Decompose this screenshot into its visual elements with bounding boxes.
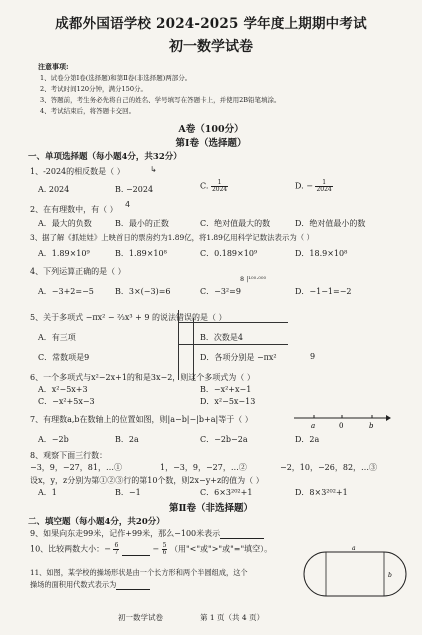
number-line-figure: [292, 406, 392, 430]
q1-option-d: D. − $\frac{1}{2024}$: [295, 179, 332, 193]
question-2-stem: 2、在有理数中，有（ ）: [30, 205, 118, 214]
q8-option-c: C．6×3²⁰²+1: [200, 488, 253, 497]
q2-option-d: D．绝对值最小的数: [295, 219, 366, 228]
answer-blank[interactable]: [220, 531, 264, 539]
q4-option-a: A．−3+2=−5: [38, 287, 94, 296]
handwritten-mark: ↳: [150, 165, 157, 174]
axis-label-a: a: [311, 422, 316, 430]
handwritten-mark: 8 |¹⁰⁰·⁰⁰⁰: [240, 275, 267, 283]
q5-option-b: B．次数是4: [200, 333, 243, 342]
q5-option-d-extra: 9: [310, 352, 316, 361]
q5-option-c: C．常数项是9: [38, 353, 90, 362]
figure-label-a: a: [352, 546, 356, 552]
q2-option-c: C．绝对值最大的数: [200, 219, 271, 228]
question-8-stem: 8、观察下面三行数：: [30, 451, 108, 460]
q8-row-2: 1，−3，9，−27，…②: [160, 463, 247, 472]
q4-option-c: C．−3²=9: [200, 287, 241, 296]
drawn-line: [178, 344, 288, 345]
part1-title: 第Ⅰ卷（选择题）: [175, 138, 247, 149]
answer-blank[interactable]: [122, 548, 150, 556]
q7-option-a: A．−2b: [38, 435, 69, 444]
q8-option-d: D．8×3²⁰²+1: [295, 488, 348, 497]
axis-label-zero: 0: [339, 422, 344, 430]
q2-option-b: B．最小的正数: [115, 219, 169, 228]
question-8-stem-2: 设x，y，z分别为第①②③行的第10个数，则2x−y+z的值为（ ）: [30, 476, 264, 485]
exam-subtitle: 初一数学试卷: [169, 39, 253, 55]
question-3-stem: 3、据了解《抓娃娃》上映首日的票房约为1.89亿，将1.89亿用科学记数法表示为（ ）: [30, 233, 314, 242]
exam-title: 成都外国语学校 2024-2025 学年度上期期中考试: [55, 16, 367, 32]
fill-heading: 二、填空题（每小题4分，共20分）: [28, 517, 165, 527]
drawn-line: [178, 322, 288, 323]
note-item: 2、考试时间120分钟，满分150分。: [40, 85, 147, 93]
question-11-line-2: 操场的面积用代数式表示为: [30, 580, 150, 590]
footer-left: 初一数学试卷: [118, 613, 163, 622]
playground-figure: [300, 546, 412, 600]
single-choice-heading: 一、单项选择题（每小题4分，共32分）: [28, 152, 182, 162]
question-6-stem: 6、一个多项式与x²−2x+1的和是3x−2，则这个多项式为（ ）: [30, 373, 255, 382]
q8-option-a: A．1: [38, 488, 57, 497]
q8-row-1: −3，9，−27，81，…①: [30, 463, 122, 472]
question-4-stem: 4、下列运算正确的是（ ）: [30, 267, 126, 276]
footer-page: 第 1 页（共 4 页）: [200, 613, 265, 622]
q1-option-b: B. −2024: [115, 185, 154, 194]
q6-option-a: A．x²−5x+3: [38, 385, 88, 394]
q3-option-a: A．1.89×10⁹: [38, 249, 90, 258]
q3-option-c: C．0.189×10⁹: [200, 249, 258, 258]
q2-option-a: A．最大的负数: [38, 219, 92, 228]
playground-rectangle: [326, 552, 384, 596]
q7-option-d: D．2a: [295, 435, 320, 444]
axis-label-b: b: [369, 422, 374, 430]
question-7-stem: 7、有理数a,b在数轴上的位置如图，则|a−b|−|b+a|等于（ ）: [30, 415, 253, 424]
question-9: 9、如果向东走99米，记作+99米，那么−100米表示: [30, 528, 264, 539]
q1-option-a: A. 2024: [38, 185, 70, 194]
q6-option-d: D．x²−5x−13: [200, 397, 256, 406]
note-item: 1、试卷分第Ⅰ卷(选择题)和第Ⅱ卷(非选择题)两部分。: [40, 74, 192, 82]
q8-option-b: B．−1: [115, 488, 141, 497]
part2-title: 第Ⅱ卷（非选择题）: [168, 503, 253, 514]
q6-option-c: C．−x²+5x−3: [38, 397, 95, 406]
q3-option-d: D．18.9×10⁸: [295, 249, 348, 258]
q3-option-b: B．1.89×10⁸: [115, 249, 167, 258]
note-item: 3、答题前，考生务必先将自己的姓名、学号填写在答题卡上，并使用2B铅笔填涂。: [40, 96, 281, 104]
question-10: 10、比较两数大小：− $\frac{6}{7}$ − $\frac{5}{6}$ （用"<"或">"或"="填空）。: [30, 542, 273, 556]
q1-option-c: C. $\frac{1}{2024}$: [200, 179, 228, 193]
note-item: 4、考试结束后，将答题卡交回。: [40, 107, 136, 115]
question-5-stem: 5、关于多项式 −πx² − ⅔x³ + 9 的说法错误的是（ ）: [30, 313, 227, 322]
q4-option-d: D．−1−1=−2: [295, 287, 352, 296]
drawn-line: [178, 310, 179, 380]
q4-option-b: B．3×(−3)=6: [115, 287, 171, 296]
section-a-title: A卷（100分）: [178, 124, 244, 135]
answer-blank[interactable]: [116, 582, 150, 590]
question-1-stem: 1、-2024的相反数是（ ）: [30, 167, 125, 176]
question-11-line-1: 11、如图，某学校的操场形状是由一个长方形和两个半圆组成，这个: [30, 568, 248, 577]
q7-option-b: B．2a: [115, 435, 139, 444]
q6-option-b: B．−x²+x−1: [200, 385, 252, 394]
q5-option-a: A．有三项: [38, 333, 76, 342]
handwritten-mark: 4: [125, 200, 131, 209]
q7-option-c: C．−2b−2a: [200, 435, 248, 444]
figure-label-b: b: [388, 572, 392, 579]
drawn-line: [193, 318, 194, 380]
number-line-arrow: [386, 415, 391, 421]
q5-option-d: D．各项分别是 −πx²: [200, 353, 277, 362]
notes-heading: 注意事项:: [38, 62, 69, 71]
q8-row-3: −2，10，−26，82，…③: [280, 463, 378, 472]
